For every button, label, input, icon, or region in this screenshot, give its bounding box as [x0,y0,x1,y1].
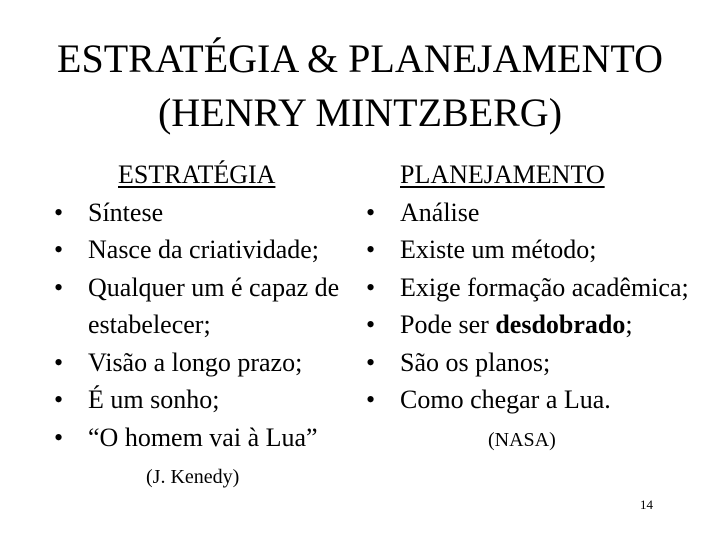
estrategia-heading: ESTRATÉGIA [118,160,276,189]
bullet-icon: • [54,347,64,377]
list-item: • Síntese [52,194,352,232]
list-item: • Exige formação acadêmica; [364,269,694,307]
page-number: 14 [640,497,653,512]
bullet-icon: • [54,235,64,264]
list-item: • Análise [364,194,694,232]
bullet-icon: • [366,197,376,227]
planejamento-heading: PLANEJAMENTO [400,160,605,189]
list-item: • Nasce da criatividade; [52,231,352,269]
estrategia-citation: (J. Kenedy) [146,466,240,488]
planejamento-column [364,156,694,455]
slide-title-line-2: (HENRY MINTZBERG) [157,90,563,135]
bullet-icon: • [54,385,64,414]
planejamento-citation: (NASA) [488,428,556,451]
list-item: • Pode ser desdobrado; [364,306,694,344]
list-item: • São os planos; [364,344,694,382]
estrategia-list [52,194,352,457]
slide-title-line-1: ESTRATÉGIA & PLANEJAMENTO [57,36,663,81]
list-item: • Existe um método; [364,231,694,269]
bullet-icon: • [366,235,376,264]
bullet-icon: • [54,422,64,452]
slide-title [0,32,720,140]
bullet-icon: • [54,197,64,227]
list-item: • Qualquer um é capaz de estabelecer; [52,269,352,344]
bullet-icon: • [54,272,64,302]
bullet-icon: • [366,310,376,339]
emphasized-word: desdobrado [495,310,626,339]
bullet-icon: • [366,347,376,377]
planejamento-list [364,194,694,419]
estrategia-column [52,156,352,492]
bullet-icon: • [366,272,376,302]
list-item: • Visão a longo prazo; [52,344,352,382]
list-item: • É um sonho; [52,381,352,419]
list-item: • Como chegar a Lua. [364,381,694,419]
bullet-icon: • [366,385,376,414]
list-item: • “O homem vai à Lua” [52,419,352,457]
